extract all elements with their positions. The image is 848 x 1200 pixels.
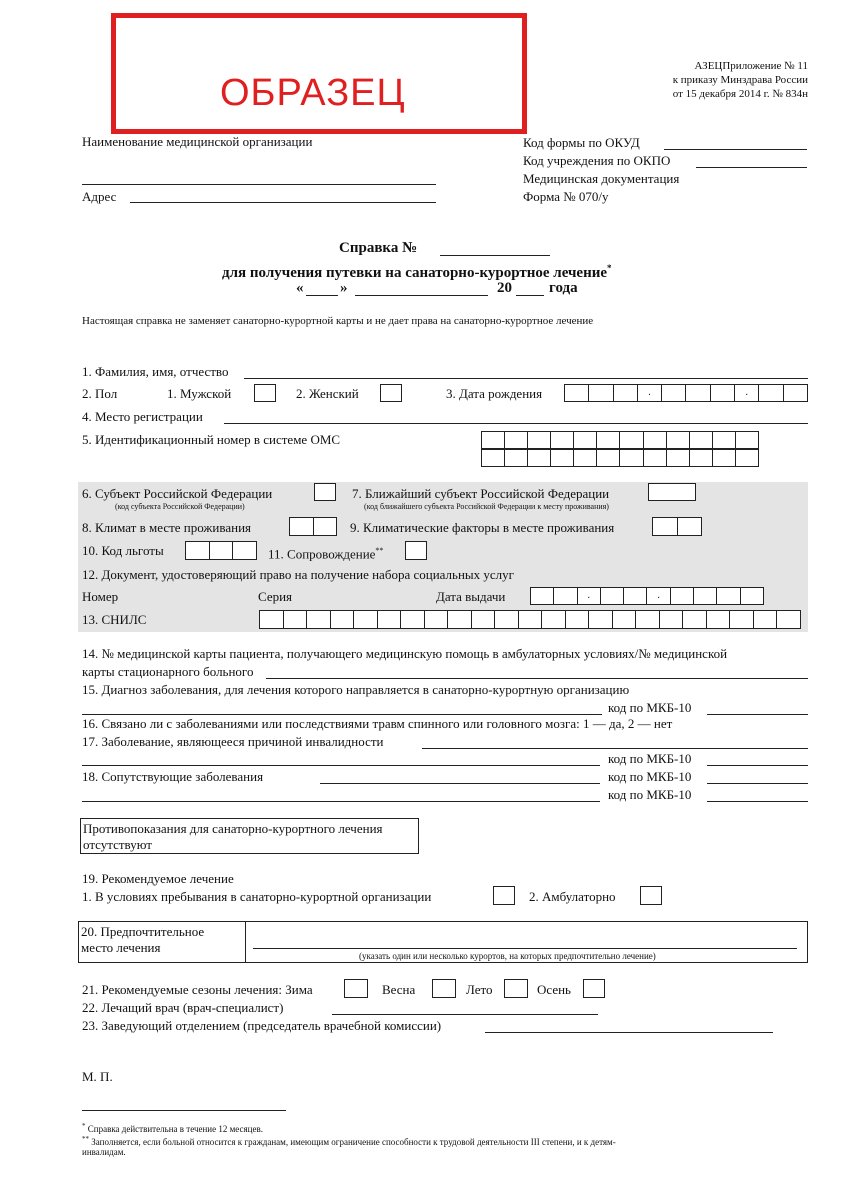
- certificate-number-line[interactable]: [440, 255, 550, 256]
- season-autumn-checkbox[interactable]: [583, 979, 605, 998]
- field-18-icd-line-1[interactable]: [707, 783, 808, 784]
- field-17-icd-line[interactable]: [707, 765, 808, 766]
- date-day-line[interactable]: [306, 295, 338, 296]
- field-20-note: (указать один или несколько курортов, на которых предпочтительно лечение): [359, 951, 656, 961]
- med-doc-label: Медицинская документация: [523, 171, 680, 186]
- field-7-note: (код ближайшего субъекта Российской Федерации к месту проживания): [364, 502, 609, 511]
- subtitle-footnote-mark: *: [607, 263, 612, 273]
- footnote-2-continued: инвалидам.: [82, 1147, 126, 1157]
- field-11-mark: **: [375, 546, 384, 555]
- field-18-label: 18. Сопутствующие заболевания: [82, 769, 264, 784]
- field-12-label: 12. Документ, удостоверяющий право на получение набора социальных услуг: [82, 567, 514, 582]
- doc-date-label: Дата выдачи: [436, 589, 506, 604]
- season-summer-label: Лето: [466, 982, 493, 997]
- season-autumn-label: Осень: [537, 982, 571, 997]
- okud-label: Код формы по ОКУД: [523, 135, 640, 150]
- year-suffix: года: [549, 280, 578, 296]
- certificate-title: Справка №: [339, 240, 418, 256]
- field-3-label: 3. Дата рождения: [446, 386, 543, 401]
- preferred-place-line[interactable]: [253, 948, 797, 949]
- field-15-icd-line[interactable]: [707, 714, 808, 715]
- org-name-label: Наименование медицинской организации: [82, 134, 313, 149]
- date-month-line[interactable]: [355, 295, 488, 296]
- disability-line[interactable]: [422, 748, 808, 749]
- footnote-2: [82, 1134, 616, 1148]
- season-spring-label: Весна: [382, 982, 416, 997]
- climate-factors-cells[interactable]: [652, 517, 702, 536]
- contraindications-box: [80, 818, 419, 854]
- org-name-line[interactable]: [82, 184, 436, 185]
- year-prefix: 20: [497, 280, 512, 296]
- doc-series-label: Серия: [258, 589, 293, 604]
- field-16-label: 16. Связано ли с заболеваниями или последствиями травм спинного или головного мозга: 1 — да, 2 — нет: [82, 716, 673, 731]
- okpo-line[interactable]: [696, 167, 807, 168]
- season-spring-checkbox[interactable]: [432, 979, 456, 998]
- footnote-1: [82, 1121, 263, 1135]
- sample-stamp-text: ОБРАЗЕЦ: [220, 72, 406, 114]
- med-card-line[interactable]: [266, 678, 808, 679]
- nearest-subject-code-box[interactable]: [648, 483, 696, 501]
- full-name-line[interactable]: [244, 378, 808, 379]
- field-5-label: 5. Идентификационный номер в системе ОМС: [82, 432, 341, 447]
- registration-line[interactable]: [224, 423, 808, 424]
- season-summer-checkbox[interactable]: [504, 979, 528, 998]
- comorbid-line-1[interactable]: [320, 783, 600, 784]
- date-quote-close: »: [340, 280, 348, 296]
- field-6-label: 6. Субъект Российской Федерации: [82, 486, 273, 501]
- gender-male-checkbox[interactable]: [254, 384, 276, 402]
- season-winter-checkbox[interactable]: [344, 979, 368, 998]
- field-17-label: 17. Заболевание, являющееся причиной инвалидности: [82, 734, 384, 749]
- gender-female-checkbox[interactable]: [380, 384, 402, 402]
- field-18-icd-label-1: код по МКБ-10: [608, 769, 692, 784]
- field-9-label: 9. Климатические факторы в месте проживания: [350, 520, 615, 535]
- footnote-1-text: Справка действительна в течение 12 месяцев.: [87, 1124, 263, 1134]
- field-18-icd-line-2[interactable]: [707, 801, 808, 802]
- notice-text: Настоящая справка не заменяет санаторно-курортной карты и не дает права на санаторно-курортное лечение: [82, 315, 594, 327]
- doc-date-cells[interactable]: . .: [530, 587, 764, 605]
- gender-female-label: 2. Женский: [296, 386, 359, 401]
- field-6-note: (код субъекта Российской Федерации): [115, 502, 245, 511]
- field-19-option2-label: 2. Амбулаторно: [529, 889, 616, 904]
- field-11-text: 11. Сопровождение: [268, 546, 376, 562]
- field-11-label: [268, 543, 383, 561]
- field-7-label: 7. Ближайший субъект Российской Федерации: [352, 486, 610, 501]
- sample-stamp: [111, 13, 527, 134]
- field-19-option1-label: 1. В условиях пребывания в санаторно-курортной организации: [82, 889, 432, 904]
- preferred-place-divider: [245, 922, 246, 962]
- seal-place-label: М. П.: [82, 1069, 113, 1084]
- field-4-label: 4. Место регистрации: [82, 409, 203, 424]
- field-10-label: 10. Код льготы: [82, 543, 164, 558]
- gender-male-label: 1. Мужской: [167, 386, 232, 401]
- accompaniment-box[interactable]: [405, 541, 427, 560]
- footnote-2-mark: **: [82, 1135, 89, 1143]
- snils-cells[interactable]: [259, 610, 801, 629]
- footnote-separator: [82, 1110, 286, 1111]
- footnote-1-mark: *: [82, 1122, 86, 1130]
- field-2-label: 2. Пол: [82, 386, 118, 401]
- contraindications-line2: отсутствуют: [83, 837, 152, 852]
- field-20-label-line2: место лечения: [81, 940, 161, 955]
- doc-number-label: Номер: [82, 589, 119, 604]
- field-23-label: 23. Заведующий отделением (председатель врачебной комиссии): [82, 1018, 442, 1033]
- okpo-label: Код учреждения по ОКПО: [523, 153, 671, 168]
- field-15-icd-label: код по МКБ-10: [608, 700, 692, 715]
- field-20-label-line1: 20. Предпочтительное: [81, 924, 205, 939]
- address-label: Адрес: [82, 189, 117, 204]
- form-label: Форма № 070/у: [523, 189, 609, 204]
- footnote-2-text: Заполняется, если больной относится к гражданам, имеющим ограничение способности к трудовой деятельности III степени, и к детям-: [91, 1137, 616, 1147]
- field-14-label-line1: 14. № медицинской карты пациента, получающего медицинскую помощь в амбулаторных условиях/№ медицинской: [82, 646, 728, 661]
- outpatient-checkbox[interactable]: [640, 886, 662, 905]
- doctor-line[interactable]: [332, 1014, 598, 1015]
- appendix-line-2: к приказу Минздрава России: [672, 74, 808, 86]
- field-21-label: 21. Рекомендуемые сезоны лечения: Зима: [82, 982, 313, 997]
- okud-line[interactable]: [664, 149, 807, 150]
- date-quote-open: «: [296, 280, 304, 296]
- benefit-code-cells[interactable]: [185, 541, 257, 560]
- disability-line-2[interactable]: [82, 765, 600, 766]
- field-15-label: 15. Диагноз заболевания, для лечения которого направляется в санаторно-курортную организацию: [82, 682, 630, 697]
- field-17-icd-label: код по МКБ-10: [608, 751, 692, 766]
- address-line[interactable]: [130, 202, 436, 203]
- field-8-label: 8. Климат в месте проживания: [82, 520, 251, 535]
- preferred-place-table: [78, 921, 808, 963]
- field-18-icd-label-2: код по МКБ-10: [608, 787, 692, 802]
- appendix-line-3: от 15 декабря 2014 г. № 834н: [672, 88, 808, 100]
- appendix-line-1: АЗЕЦПриложение № 11: [694, 60, 808, 72]
- comorbid-line-2[interactable]: [82, 801, 600, 802]
- subtitle-text: для получения путевки на санаторно-курортное лечение: [222, 265, 608, 281]
- field-16-top-rule: [82, 714, 602, 715]
- field-13-label: 13. СНИЛС: [82, 612, 147, 627]
- field-22-label: 22. Лечащий врач (врач-специалист): [82, 1000, 284, 1015]
- certificate-subtitle: [222, 260, 612, 282]
- sanatorium-stay-checkbox[interactable]: [493, 886, 515, 905]
- head-of-dept-line[interactable]: [485, 1032, 773, 1033]
- climate-code-cells[interactable]: [289, 517, 337, 536]
- birth-date-cells[interactable]: . .: [564, 384, 808, 402]
- field-14-label-line2: карты стационарного больного: [82, 664, 254, 679]
- year-line[interactable]: [516, 295, 544, 296]
- contraindications-line1: Противопоказания для санаторно-курортного лечения: [83, 821, 383, 836]
- oms-id-cells-row2[interactable]: [481, 449, 759, 467]
- subject-code-box[interactable]: [314, 483, 336, 501]
- oms-id-cells-row1[interactable]: [481, 431, 759, 449]
- field-19-label: 19. Рекомендуемое лечение: [82, 871, 234, 886]
- field-1-label: 1. Фамилия, имя, отчество: [82, 364, 229, 379]
